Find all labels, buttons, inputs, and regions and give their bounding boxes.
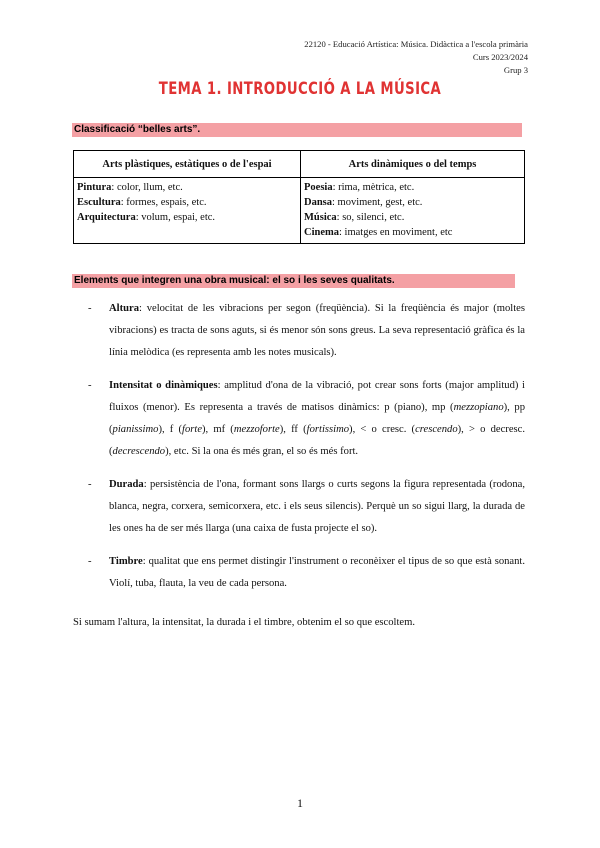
header-course: 22120 - Educació Artística: Música. Didàctica a l'escola primària [304, 39, 528, 49]
table-header-static-arts: Arts plàstiques, estàtiques o de l'espai [74, 151, 301, 178]
dynamic-arts-cell [301, 178, 525, 244]
page-number: 1 [297, 796, 303, 810]
list-item-intensitat: - Intensitat o dinàmiques: amplitud d'ona de la vibració, pot crear sons forts (major amplitud) i fluixos (menor). Es representa a través de matisos dinàmics: p (piano), mp (mezzopiano), pp (pianissimo), f (forte), mf (mezzoforte), ff (fortissimo), < o cresc. (crescendo), > o decresc. (decrescendo), etc. Si la ona és més gran, el so és més fort. [88, 380, 525, 457]
header-year: Curs 2023/2024 [472, 52, 528, 62]
list-item: Poesia: rima, mètrica, etc. [304, 182, 415, 193]
list-item-altura: - Altura: velocitat de les vibracions per segon (freqüència). Si la freqüència és major (moltes vibracions) es tracta de sons aguts, si és menor són sons greus. La seva representació gràfica és la línia melòdica (es representa amb les notes musicals). [88, 303, 525, 358]
arts-classification-table [73, 150, 525, 244]
header-group: Grup 3 [503, 65, 528, 75]
page-title: TEMA 1. INTRODUCCIÓ A LA MÚSICA [158, 79, 442, 99]
closing-paragraph: Si sumam l'altura, la intensitat, la durada i el timbre, obtenim el so que escoltem. [73, 617, 416, 628]
table-header-dynamic-arts: Arts dinàmiques o del temps [301, 151, 525, 178]
list-item: Pintura: color, llum, etc. [77, 182, 183, 193]
section2-heading: Elements que integren una obra musical: el so i les seves qualitats. [74, 275, 395, 286]
list-item-timbre: - Timbre: qualitat que ens permet distingir l'instrument o reconèixer el tipus de so que està sonant. Violí, tuba, flauta, la veu de cada persona. [88, 556, 525, 589]
list-item: Escultura: formes, espais, etc. [77, 197, 207, 208]
list-item: Música: so, silenci, etc. [304, 212, 405, 223]
document-header [228, 38, 528, 77]
static-arts-cell [74, 178, 301, 244]
list-item: Arquitectura: volum, espai, etc. [77, 212, 216, 223]
list-item: Dansa: moviment, gest, etc. [304, 197, 423, 208]
section1-heading: Classificació “belles arts”. [74, 124, 201, 135]
list-item: Cinema: imatges en moviment, etc [304, 227, 453, 238]
list-item-durada: - Durada: persistència de l'ona, formant sons llargs o curts segons la figura representada (rodona, blanca, negra, corxera, semicorxera, etc. i els seus silencis). Perquè un so sigui llarg, la durada de les ones ha de ser més llarga (una caixa de fusta projecte el so). [88, 479, 525, 534]
sound-qualities-list [88, 298, 525, 606]
